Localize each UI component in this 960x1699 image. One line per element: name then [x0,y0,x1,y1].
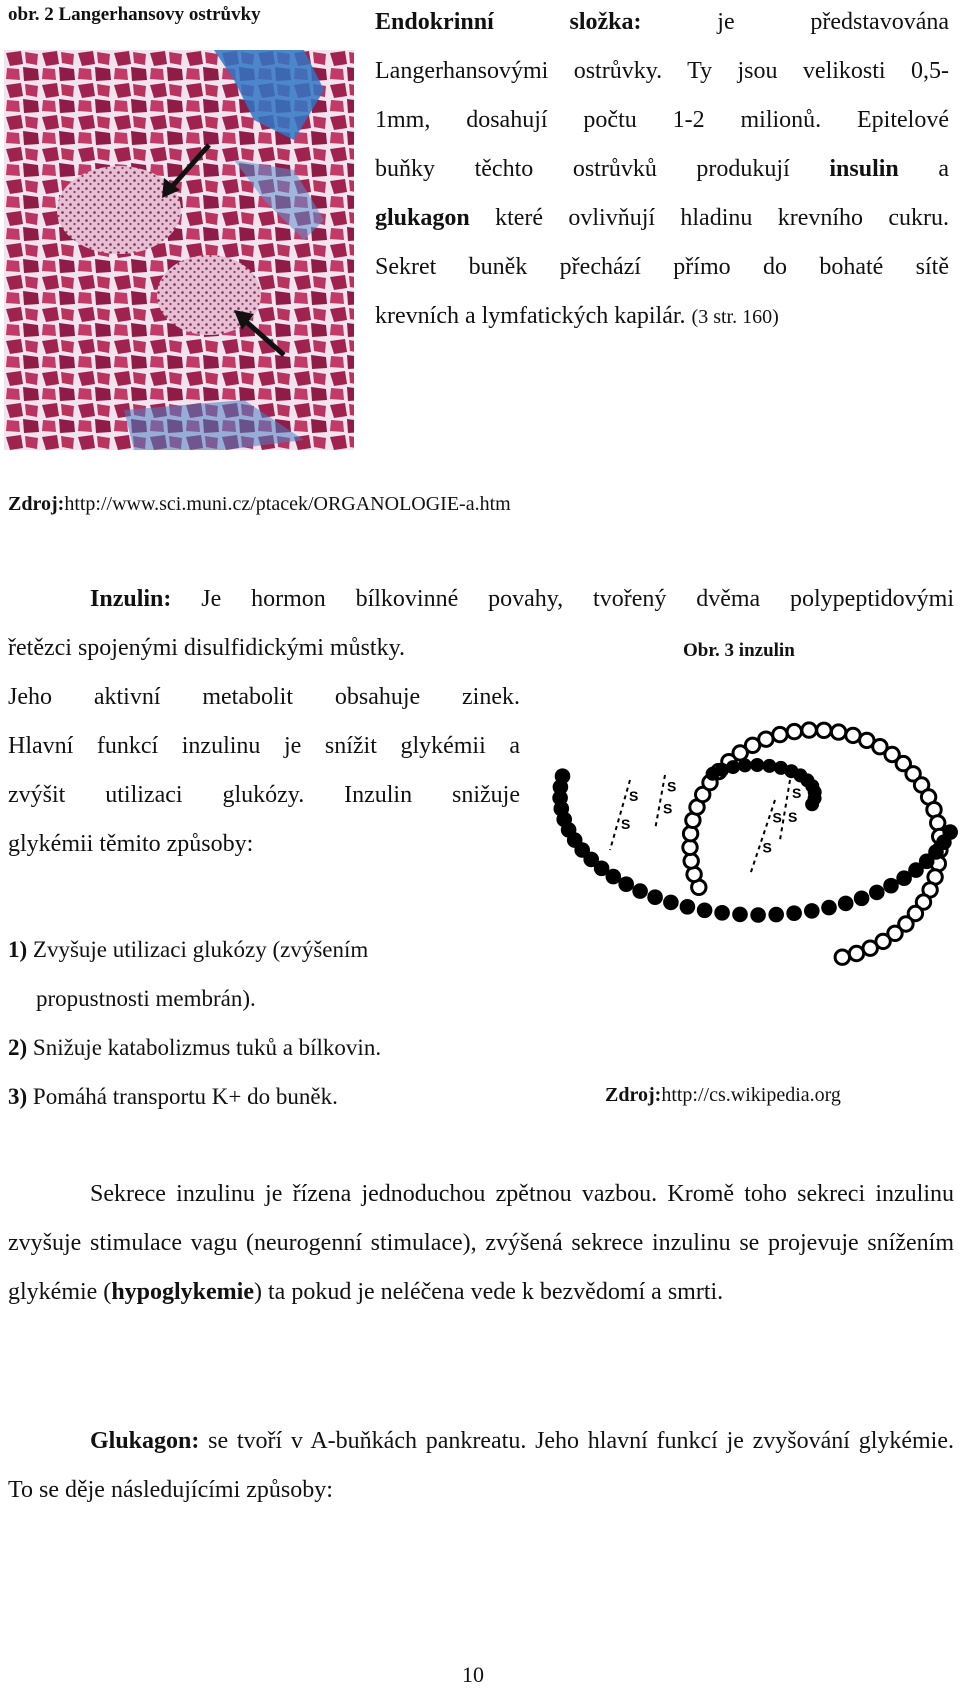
sulfur-label: S [629,788,639,804]
chain-b-residue [942,824,958,840]
endocrine-heading: Endokrinní složka: [375,9,642,35]
list-item: 1) Zvyšuje utilizaci glukózy (zvýšením [8,937,369,962]
sulfur-label: S [772,809,782,826]
chain-a-residue [759,732,773,746]
sulfur-label: S [788,809,798,825]
chain-a-residue [817,723,831,737]
chain-b-residue [663,895,679,911]
chain-a-residue [835,950,849,964]
endocrine-line-5: glukagon které ovlivňují hladinu krevního cukru. [375,205,949,231]
langerhans-islets-micrograph [4,50,354,450]
chain-a-hook-residue [805,797,819,811]
sulfur-label: S [792,785,802,801]
chain-a-residue [802,723,816,737]
chain-a-residue [849,946,863,960]
chain-a-hook-residue [738,758,752,772]
chain-a-residue [787,724,801,738]
insulin-heading: Inzulin: [90,586,172,612]
sulfur-label: S [762,839,772,856]
chain-a-hook-residue [750,758,764,772]
insulin-detail-1: Jeho aktivní metabolit obsahuje zinek. [8,684,520,710]
chain-b-residue [821,900,837,916]
chain-b-residue [714,905,730,921]
insulin-molecule-diagram [545,700,960,1000]
figure-3-source: Zdroj:http://cs.wikipedia.org [605,1084,841,1106]
insulin-term: insulin [829,156,899,182]
endocrine-line-7: krevních a lymfatických kapilár. (3 str. 160) [375,303,779,329]
chain-b-residue [786,905,802,921]
sulfur-label: S [667,778,677,795]
chain-b-residue [632,883,648,899]
insulin-detail-2: Hlavní funkcí inzulinu je snížit glykémii a [8,733,520,759]
insulin-intro [8,575,954,673]
chain-b-residue [680,899,696,915]
chain-b-residue [618,876,634,892]
page-number: 10 [462,1662,484,1687]
list-item: 2) Snižuje katabolizmus tuků a bílkovin. [8,1035,382,1060]
chain-b-residue [647,889,663,905]
endocrine-line-4: buňky těchto ostrůvků produkují insulin a [375,156,950,182]
chain-b-residue [750,907,766,923]
disulfide-bond [610,780,630,850]
glukagon-heading: Glukagon: [90,1428,200,1454]
insulin-detail-3: zvýšit utilizaci glukózy. Inzulin snižuje [8,782,520,808]
endocrine-line-3: 1mm, dosahují počtu 1-2 milionů. Epitelové [375,107,949,133]
glukagon-term: glukagon [375,205,470,231]
chain-b-residue [869,885,885,901]
chain-b-residue [804,903,820,919]
chain-b-residue [697,903,713,919]
endocrine-line-6: Sekret buněk přechází přímo do bohaté sítě [375,254,949,280]
endocrine-citation: (3 str. 160) [691,306,779,328]
sulfur-label: S [621,816,631,832]
chain-a-hook-residue [726,760,740,774]
insulin-line-2: řetězci spojenými disulfidickými můstky. [8,635,406,661]
disulfide-bond [750,800,775,875]
insulin-detail-4: glykémii těmito způsoby: [8,831,254,857]
insulin-effects-list [8,925,528,1121]
chain-a-residue [773,727,787,741]
chain-a-residue [846,728,860,742]
chain-b-residue [854,891,870,907]
figure-3-caption: Obr. 3 inzulin [683,640,795,661]
secretion-paragraph: Sekrece inzulinu je řízena jednoduchou zpětnou vazbou. Kromě toho sekreci inzulinu zvyšuje stimulace vagu (neurogenní stimulace), zvýšená sekrece inzulinu se projevuje snížením glykémie (hypoglykemie) ta pokud je neléčena vede k bezvědomí a smrti. [8,1181,954,1305]
endocrine-paragraph [375,0,949,342]
glukagon-paragraph: Glukagon: se tvoří v A-buňkách pankreatu. Jeho hlavní funkcí je zvyšování glykémie. To se děje následujícími způsoby: [8,1428,955,1503]
list-item-continuation: propustnosti membrán). [36,986,256,1011]
chain-b-residue [768,907,784,923]
hypoglykemie-term: hypoglykemie [111,1279,254,1305]
insulin-details [8,673,520,869]
endocrine-line-2: Langerhansovými ostrůvky. Ty jsou velikosti 0,5- [375,58,949,84]
sulfur-label: S [663,800,673,817]
chain-b-residue [732,907,748,923]
chain-a-residue [931,816,945,830]
figure-2-caption: obr. 2 Langerhansovy ostrůvky [8,4,261,25]
list-item: 3) Pomáhá transportu K+ do buněk. [8,1084,338,1109]
chain-a-residue [831,725,845,739]
chain-b-residue [838,896,854,912]
insulin-line-1: Inzulin: Je hormon bílkovinné povahy, tvořený dvěma polypeptidovými [90,586,955,612]
endocrine-line-1: Endokrinní složka: je představována [375,9,950,35]
chain-b-residue [883,878,899,894]
figure-2-source: Zdroj:http://www.sci.muni.cz/ptacek/ORGANOLOGIE-a.htm [8,493,511,515]
